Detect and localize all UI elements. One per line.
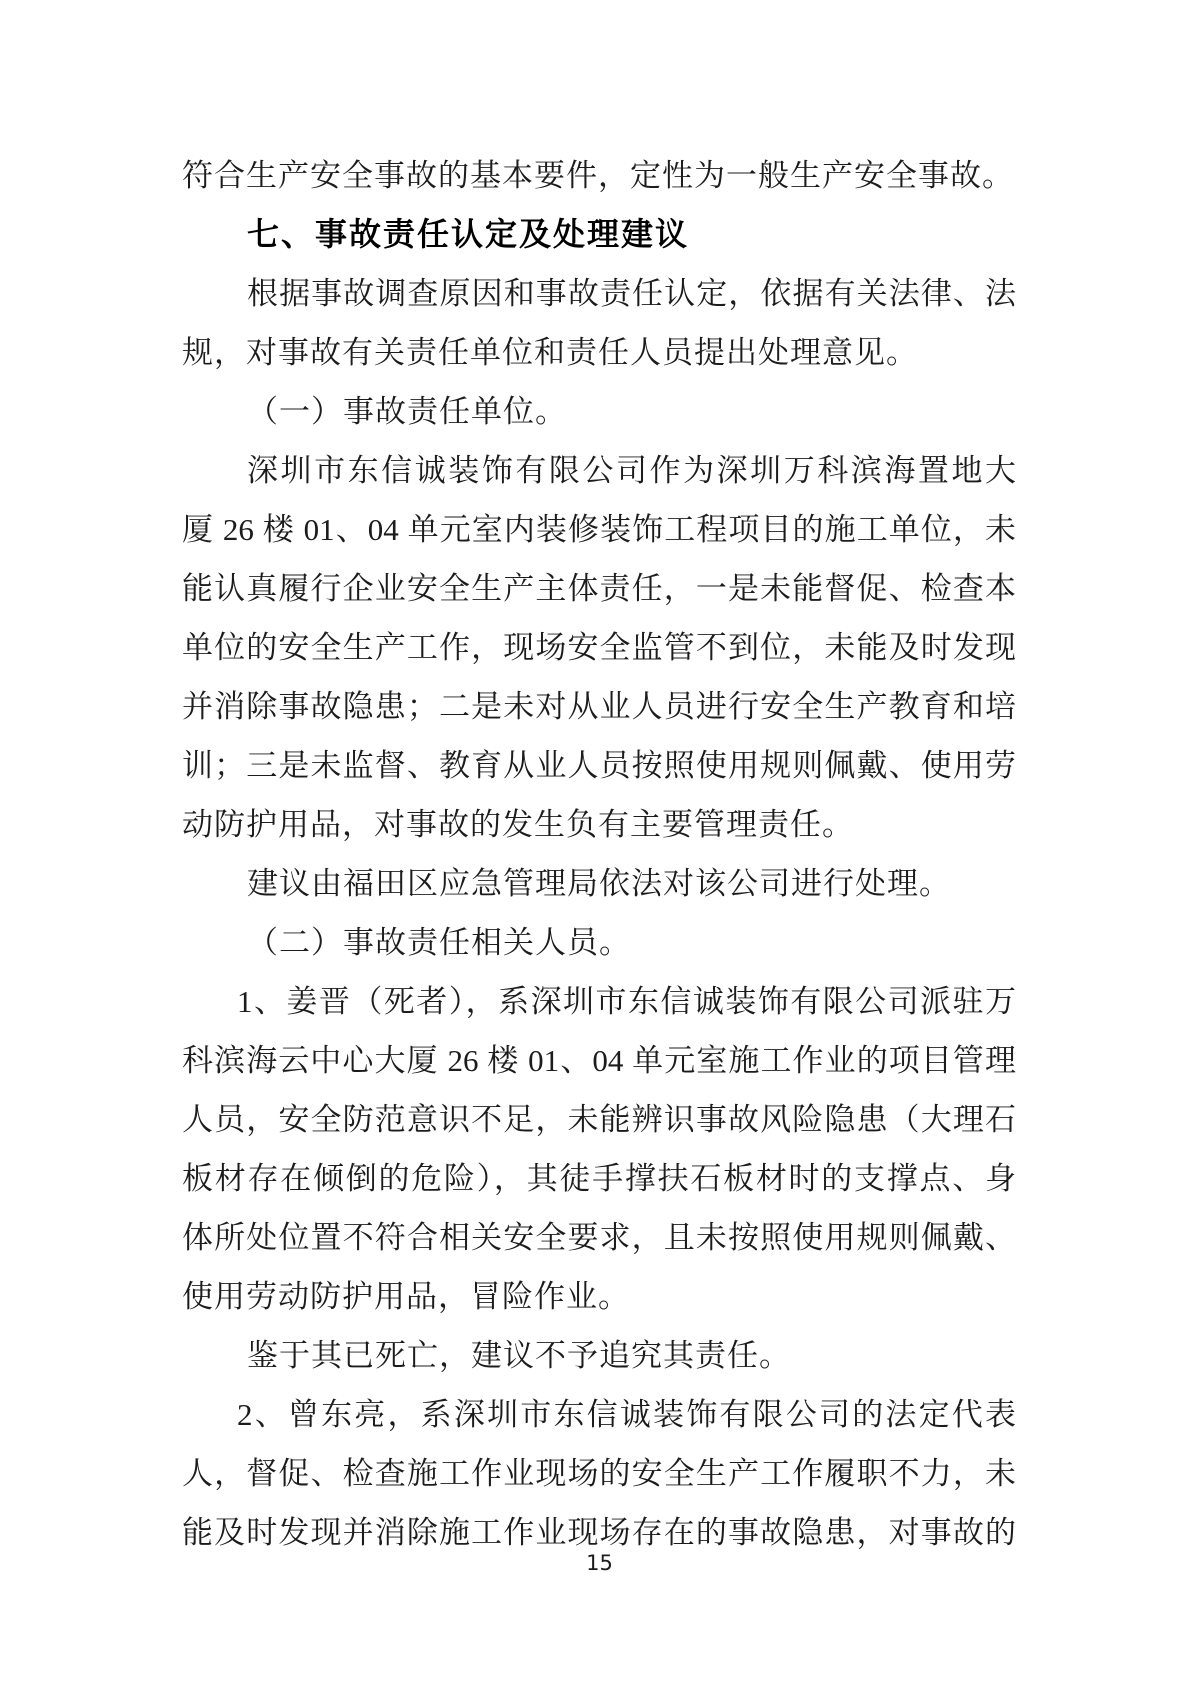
- text-line: 1、姜晋（死者），系深圳市东信诚装饰有限公司派驻万: [237, 984, 1016, 1019]
- text-line: 深圳市东信诚装饰有限公司作为深圳万科滨海置地大: [247, 453, 1016, 488]
- text-line: 鉴于其已死亡，建议不予追究其责任。: [247, 1338, 791, 1373]
- text-line: 2、曾东亮，系深圳市东信诚装饰有限公司的法定代表: [237, 1397, 1016, 1432]
- text-line: 单位的安全生产工作，现场安全监管不到位，未能及时发现: [182, 630, 1016, 665]
- text-line: 规，对事故有关责任单位和责任人员提出处理意见。: [182, 335, 918, 370]
- section-heading: 七、事故责任认定及处理建议: [247, 215, 690, 253]
- text-line: 人员，安全防范意识不足，未能辨识事故风险隐患（大理石: [182, 1102, 1016, 1137]
- text-line: 能认真履行企业安全生产主体责任，一是未能督促、检查本: [182, 571, 1016, 606]
- text-line: 根据事故调查原因和事故责任认定，依据有关法律、法: [247, 276, 1016, 311]
- text-line: 动防护用品，对事故的发生负有主要管理责任。: [182, 807, 854, 842]
- text-line: 并消除事故隐患；二是未对从业人员进行安全生产教育和培: [182, 689, 1016, 724]
- text-line: 能及时发现并消除施工作业现场存在的事故隐患，对事故的: [182, 1515, 1016, 1550]
- text-line: 厦 26 楼 01、04 单元室内装修装饰工程项目的施工单位，未: [182, 512, 1016, 547]
- text-line: （二）事故责任相关人员。: [247, 925, 631, 960]
- text-line: （一）事故责任单位。: [247, 394, 567, 429]
- text-line: 科滨海云中心大厦 26 楼 01、04 单元室施工作业的项目管理: [182, 1043, 1016, 1078]
- page-number: 15: [586, 1551, 613, 1575]
- text-line: 符合生产安全事故的基本要件，定性为一般生产安全事故。: [182, 158, 1014, 193]
- text-line: 建议由福田区应急管理局依法对该公司进行处理。: [247, 866, 951, 901]
- text-line: 体所处位置不符合相关安全要求，且未按照使用规则佩戴、: [182, 1220, 1016, 1255]
- text-line: 板材存在倾倒的危险），其徒手撑扶石板材时的支撑点、身: [182, 1161, 1016, 1196]
- text-line: 使用劳动防护用品，冒险作业。: [182, 1279, 630, 1314]
- text-line: 人，督促、检查施工作业现场的安全生产工作履职不力，未: [182, 1456, 1016, 1491]
- text-line: 训；三是未监督、教育从业人员按照使用规则佩戴、使用劳: [182, 748, 1016, 783]
- document-body: [182, 146, 1016, 1562]
